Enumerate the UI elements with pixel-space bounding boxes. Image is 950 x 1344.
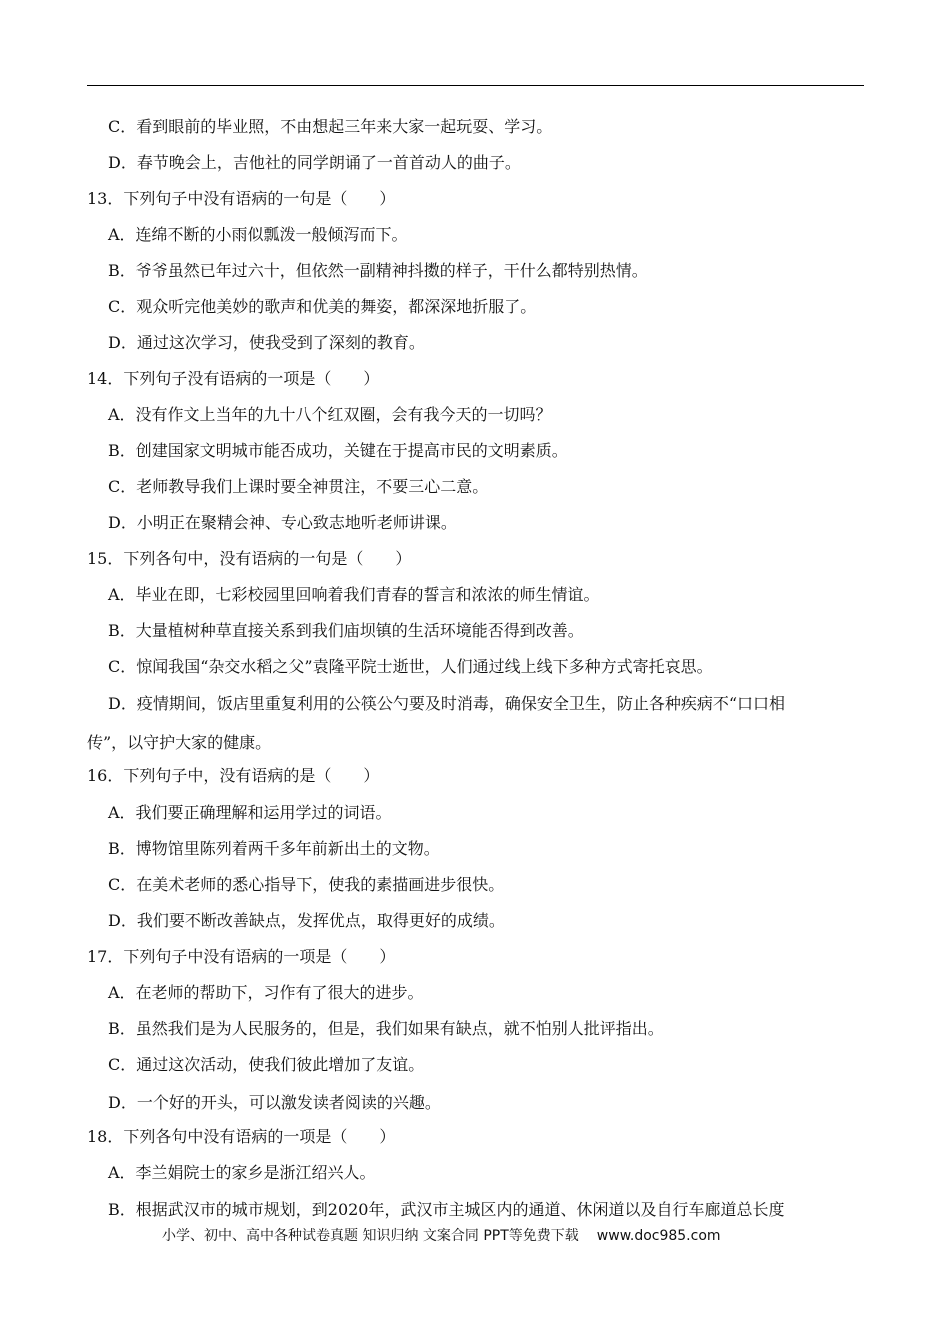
option-15-d: D．疫情期间，饭店里重复利用的公筷公勺要及时消毒，确保安全卫生，防止各种疾病不“口口相 — [108, 694, 786, 713]
option-14-b: B．创建国家文明城市能否成功，关键在于提高市民的文明素质。 — [108, 441, 568, 460]
option-17-c: C．通过这次活动，使我们彼此增加了友谊。 — [108, 1055, 425, 1074]
option-18-b: B．根据武汉市的城市规划，到2020年，武汉市主城区内的通道、休闲道以及自行车廊道总长度 — [108, 1200, 785, 1219]
option-12-d: D．春节晚会上，吉他社的同学朗诵了一首首动人的曲子。 — [108, 153, 521, 172]
header-rule — [87, 85, 864, 86]
option-17-b: B．虽然我们是为人民服务的，但是，我们如果有缺点，就不怕别人批评指出。 — [108, 1019, 664, 1038]
option-18-a: A．李兰娟院士的家乡是浙江绍兴人。 — [108, 1163, 376, 1182]
page-footer — [162, 1226, 721, 1246]
footer-text: 小学、初中、高中各种试卷真题 知识归纳 文案合同 PPT等免费下载 — [162, 1228, 579, 1244]
question-14: 14．下列句子没有语病的一项是（ ） — [87, 369, 380, 388]
option-13-a: A．连绵不断的小雨似瓢泼一般倾泻而下。 — [108, 225, 408, 244]
option-16-d: D．我们要不断改善缺点，发挥优点，取得更好的成绩。 — [108, 911, 505, 930]
option-13-d: D．通过这次学习，使我受到了深刻的教育。 — [108, 333, 425, 352]
option-12-c: C．看到眼前的毕业照，不由想起三年来大家一起玩耍、学习。 — [108, 117, 553, 136]
option-16-b: B．博物馆里陈列着两千多年前新出土的文物。 — [108, 839, 440, 858]
option-15-a: A．毕业在即，七彩校园里回响着我们青春的誓言和浓浓的师生情谊。 — [108, 585, 600, 604]
option-15-c: C．惊闻我国“杂交水稻之父”袁隆平院士逝世，人们通过线上线下多种方式寄托哀思。 — [108, 657, 713, 676]
option-17-d: D．一个好的开头，可以激发读者阅读的兴趣。 — [108, 1093, 441, 1112]
option-13-c: C．观众听完他美妙的歌声和优美的舞姿，都深深地折服了。 — [108, 297, 537, 316]
footer-url[interactable]: www.doc985.com — [596, 1228, 721, 1244]
question-13: 13．下列句子中没有语病的一句是（ ） — [87, 189, 396, 208]
option-14-c: C．老师教导我们上课时要全神贯注，不要三心二意。 — [108, 477, 489, 496]
option-13-b: B．爷爷虽然已年过六十，但依然一副精神抖擞的样子，干什么都特别热情。 — [108, 261, 648, 280]
option-16-c: C．在美术老师的悉心指导下，使我的素描画进步很快。 — [108, 875, 505, 894]
question-18: 18．下列各句中没有语病的一项是（ ） — [87, 1127, 396, 1146]
option-15-d-continued: 传”，以守护大家的健康。 — [87, 733, 272, 752]
option-15-b: B．大量植树种草直接关系到我们庙坝镇的生活环境能否得到改善。 — [108, 621, 584, 640]
option-14-d: D．小明正在聚精会神、专心致志地听老师讲课。 — [108, 513, 457, 532]
question-15: 15．下列各句中，没有语病的一句是（ ） — [87, 549, 412, 568]
question-16: 16．下列句子中，没有语病的是（ ） — [87, 766, 380, 785]
question-17: 17．下列句子中没有语病的一项是（ ） — [87, 947, 396, 966]
option-16-a: A．我们要正确理解和运用学过的词语。 — [108, 803, 392, 822]
option-17-a: A．在老师的帮助下，习作有了很大的进步。 — [108, 983, 424, 1002]
option-14-a: A．没有作文上当年的九十八个红双圈，会有我今天的一切吗？ — [108, 405, 552, 424]
